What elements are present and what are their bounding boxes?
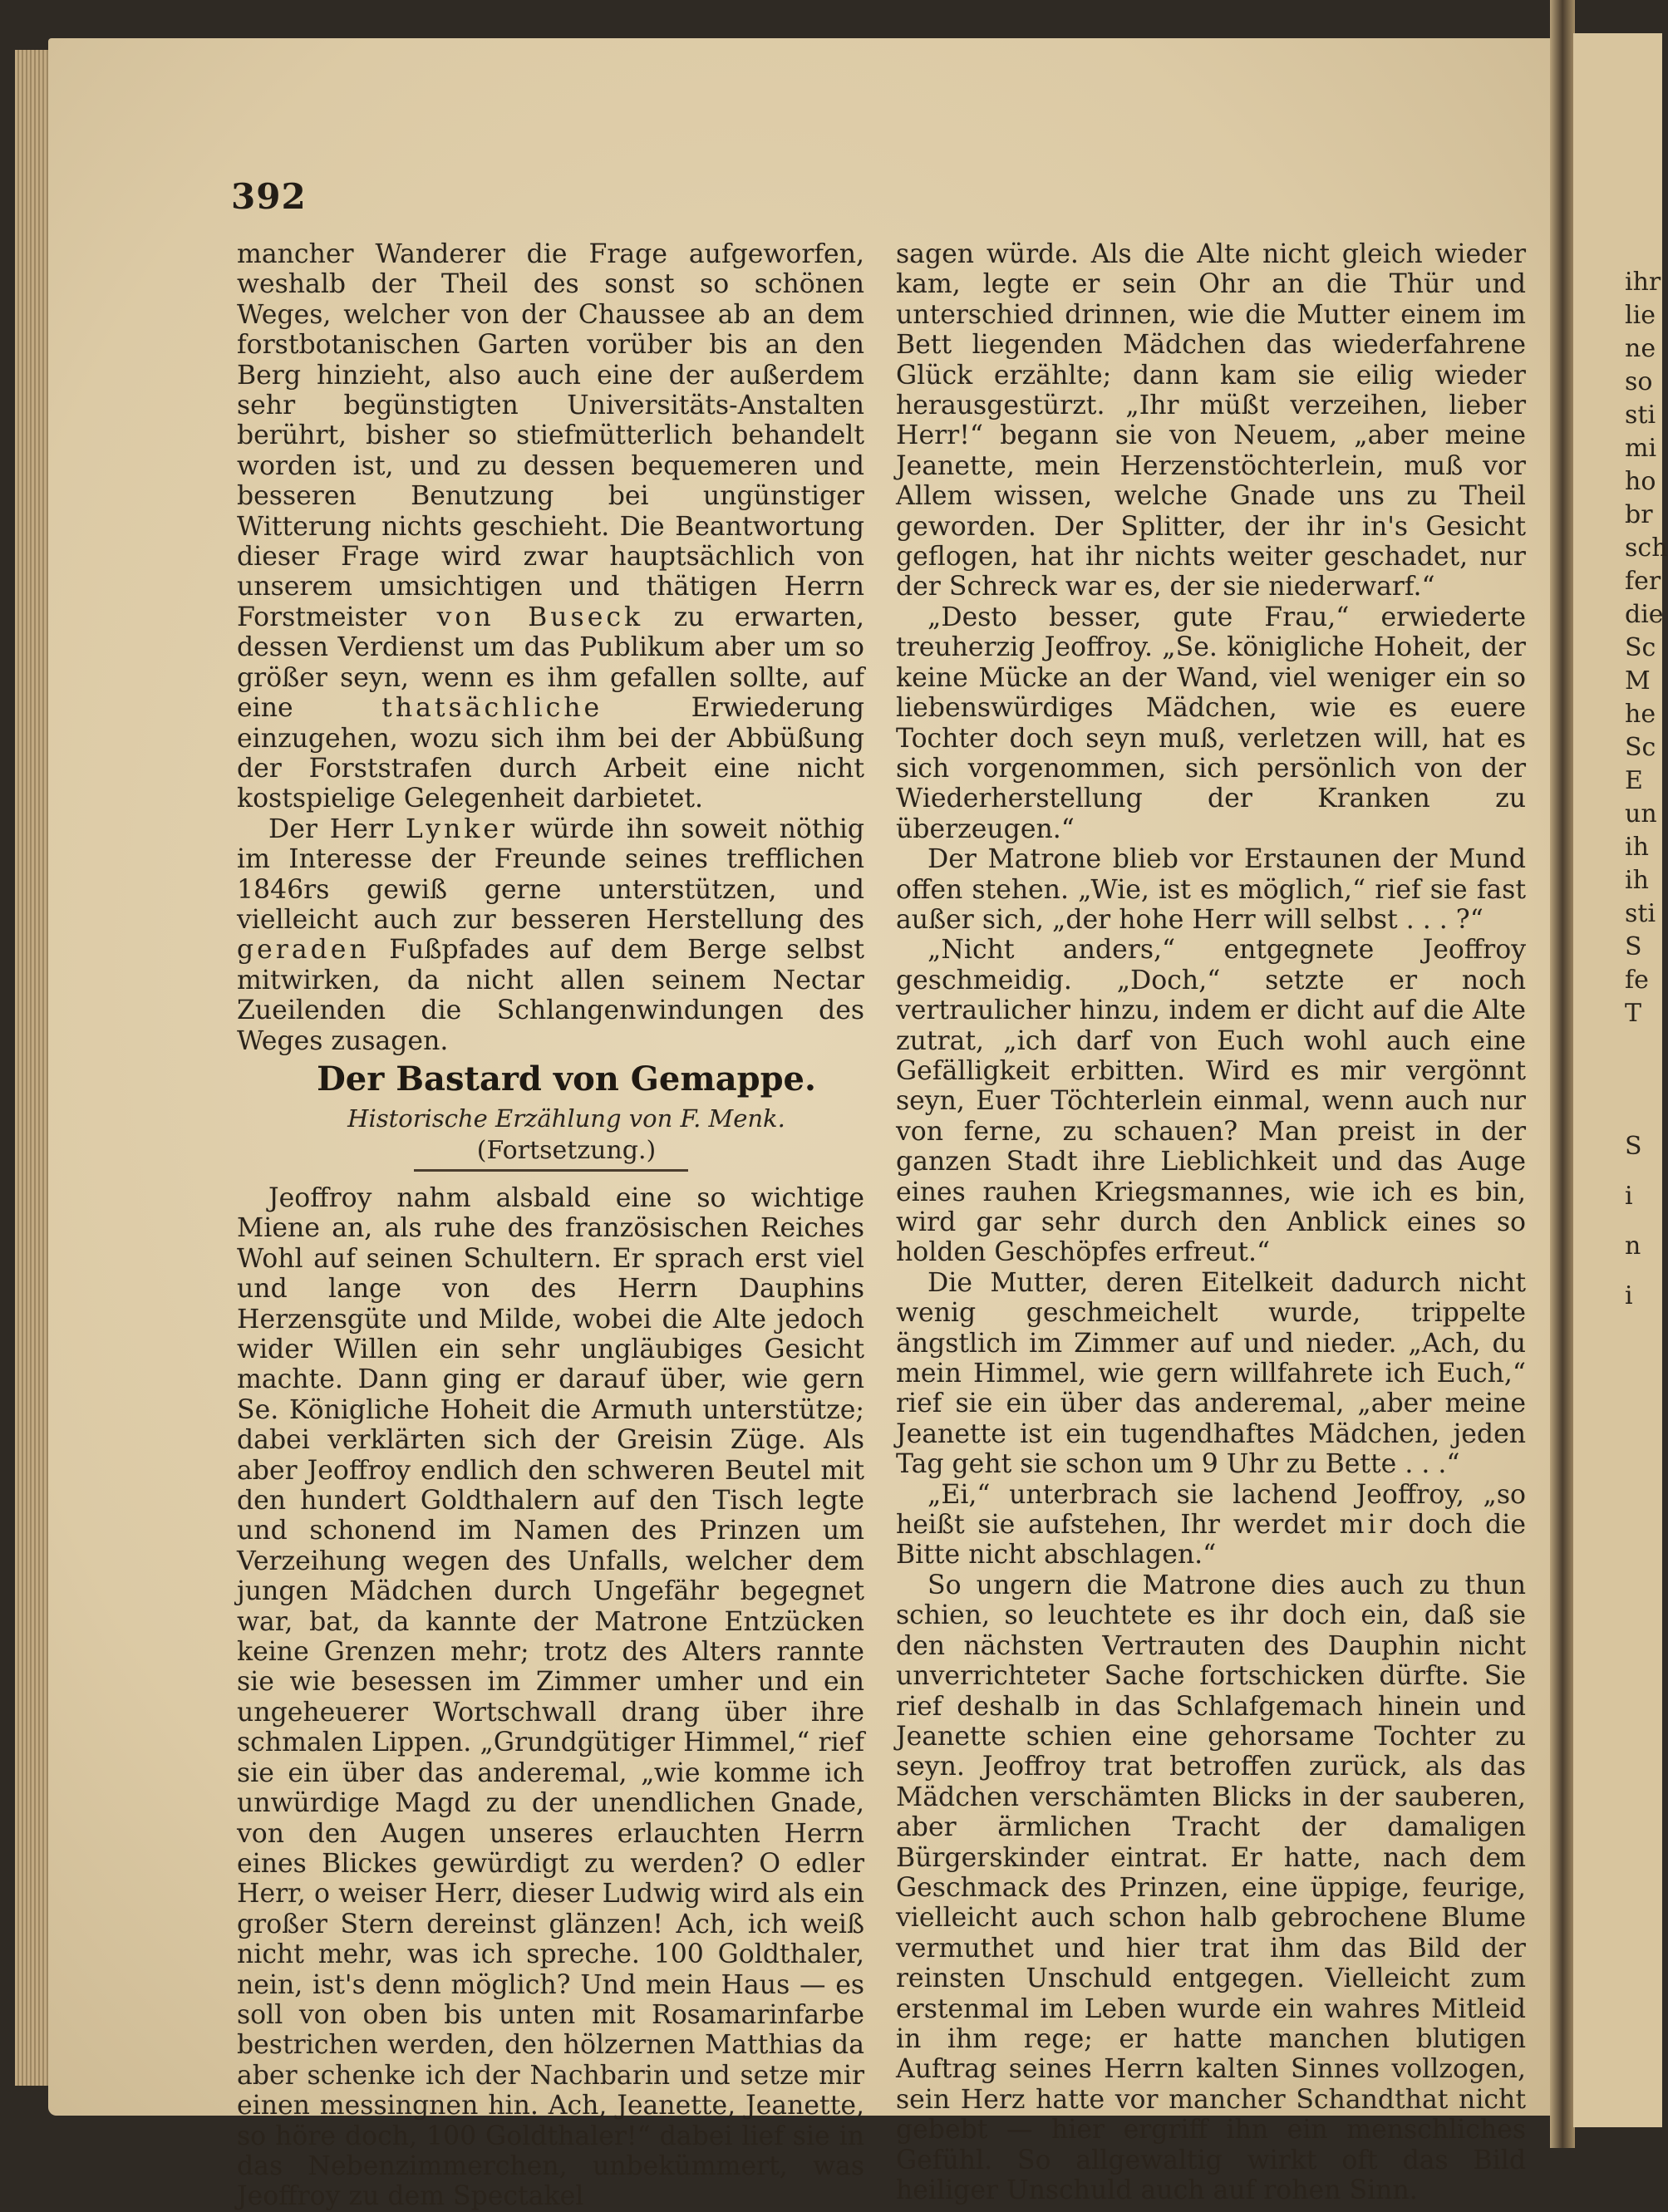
next-page-fragment: he <box>1625 700 1656 729</box>
paragraph: „Nicht anders,“ entgegnete Jeoffroy geschmeidig. „Doch,“ setzte er noch vertraulicher hinzu, indem er dicht auf die Alte zutrat, „ich darf von Euch wohl auch eine Gefälligkeit erbitten. Wird es mir vergönnt seyn, Euer Töchterlein einmal, wenn auch nur von ferne, zu schauen? Man preist in der ganzen Stadt ihre Lieblichkeit und das Auge eines rauhen Kriegsmannes, wie ich es bin, wird gar sehr durch den Anblick eines so holden Geschöpfes erfreut.“ <box>896 935 1526 1268</box>
paragraph: sagen würde. Als die Alte nicht gleich wieder kam, legte er sein Ohr an die Thür und unterschied drinnen, wie die Mutter einem im Bett liegenden Mädchen das wiederfahrene Glück erzählte; dann kam sie eilig wieder herausgestürzt. „Ihr müßt verzeihen, lieber Herr!“ begann sie von Neuem, „aber meine Jeanette, mein Herzenstöchterlein, muß vor Allem wissen, welche Gnade uns zu Theil geworden. Der Splitter, der ihr in's Gesicht geflogen, hat ihr nichts weiter geschadet, nur der Schreck war es, der sie niederwarf.“ <box>896 239 1526 602</box>
text-run: Fußpfades auf dem Berge selbst mitwirken, da nicht allen seinem Nectar Zueilenden die Schlangenwindungen des Weges zusagen. <box>237 935 864 1056</box>
next-page-fragment: M <box>1625 666 1651 696</box>
next-page-fragment: S <box>1625 932 1642 961</box>
emphasized-word: mir <box>1339 1510 1395 1541</box>
next-page-fragment: fe <box>1625 966 1649 995</box>
emphasized-name: Lynker <box>405 814 519 844</box>
next-page-fragment: un <box>1625 799 1657 828</box>
next-page-fragment: S <box>1625 1132 1642 1161</box>
next-page-fragment: sti <box>1625 401 1656 430</box>
next-page-fragment: ho <box>1625 467 1656 496</box>
next-page-fragment: ih <box>1625 866 1649 895</box>
next-page-edge <box>1573 33 1668 2127</box>
text-run: Erwiederung einzugehen, wozu sich ihm bei der Abbüßung der Forststrafen durch Arbeit eine nicht kostspielige Gelegenheit darbietet. <box>237 693 865 814</box>
next-page-fragment: n <box>1625 1231 1641 1261</box>
page-number: 392 <box>231 176 307 217</box>
next-page-fragment: die <box>1625 600 1664 629</box>
next-page-fragment: Sc <box>1625 633 1656 662</box>
article-title: Der Bastard von Gemappe. <box>317 1059 816 1099</box>
next-page-fragment: E <box>1625 766 1643 795</box>
paragraph: Jeoffroy nahm alsbald eine so wichtige Miene an, als ruhe des französischen Reiches Wohl auf seinen Schultern. Er sprach erst viel und lange von des Herrn Dauphins Herzensgüte und Milde, wobei die Alte jedoch wider Willen ein sehr ungläubiges Gesicht machte. Dann ging er darauf über, wie gern Se. Königliche Hoheit die Armuth unterstütze; dabei verklärten sich der Greisin Züge. Als aber Jeoffroy endlich den schweren Beutel mit den hundert Goldthalern auf den Tisch legte und schonend im Namen des Prinzen um Verzeihung wegen des Unfalls, welcher dem jungen Mädchen durch Ungefähr begegnet war, bat, da kannte der Matrone Entzücken keine Grenzen mehr; trotz des Alters rannte sie wie besessen im Zimmer umher und ein ungeheuerer Wortschwall drang über ihre schmalen Lippen. „Grundgütiger Himmel,“ rief sie ein über das anderemal, „wie komme ich unwürdige Magd zu der unendlichen Gnade, von den Augen unseres erlauchten Herrn eines Blickes gewürdigt zu werden? O edler Herr, o weiser Herr, dieser Ludwig wird als ein großer Stern dereinst glänzen! Ach, ich weiß nicht mehr, was ich spreche. 100 Goldthaler, nein, ist's denn möglich? Und mein Haus — es soll von oben bis unten mit Rosamarinfarbe bestrichen werden, den hölzernen Matthias da aber schenke ich der Nachbarin und setze mir einen messingnen hin. Ach, Jeanette, Jeanette, so höre doch, 100 Goldthaler!“ dabei lief sie in das Nebenzimmerchen, unbekümmert, was Jeoffroy zu dem Spectakel <box>237 1182 864 2212</box>
next-page-fragment: fer <box>1625 567 1661 596</box>
next-page-fragment: Sc <box>1625 733 1656 762</box>
paragraph: „Desto besser, gute Frau,“ erwiederte treuherzig Jeoffroy. „Se. königliche Hoheit, der keine Mücke an der Wand, viel weniger ein so liebenswürdiges Mädchen, wie es euere Tochter doch seyn muß, verletzen will, hat es sich vorgenommen, sich persönlich von der Wiederherstellung der Kranken zu überzeugen.“ <box>896 602 1526 844</box>
text-run: würde ihn soweit nöthig im Interesse der Freunde seines trefflichen 1846rs gewiß gerne unterstützen, und vielleicht auch zur besseren Herstellung des <box>237 814 865 935</box>
emphasized-word: geraden <box>237 935 370 966</box>
paragraph <box>237 814 864 1056</box>
book-gutter <box>1550 0 1575 2148</box>
next-page-fragment: sch <box>1625 533 1668 563</box>
next-page-fragment: lie <box>1625 301 1656 330</box>
next-page-fragment: i <box>1625 1281 1633 1310</box>
next-page-fragment: ih <box>1625 833 1649 862</box>
paragraph <box>896 1480 1526 1571</box>
paragraph: Die Mutter, deren Eitelkeit dadurch nicht wenig geschmeichelt wurde, trippelte ängstlich im Zimmer auf und nieder. „Ach, du mein Himmel, wie gern willfahrete ich Euch,“ rief sie ein über das anderemal, „aber meine Jeanette ist ein tugendhaftes Mädchen, jeden Tag geht sie schon um 9 Uhr zu Bette . . .“ <box>896 1267 1526 1480</box>
next-page-fragment: sti <box>1625 899 1656 928</box>
paragraph <box>237 239 864 814</box>
next-page-fragment: mi <box>1625 434 1657 463</box>
paragraph: So ungern die Matrone dies auch zu thun schien, so leuchtete es ihr doch ein, daß sie den nächsten Vertrauten des Dauphin nicht unverrichteter Sache fortschicken dürfte. Sie rief deshalb in das Schlafgemach hinein und Jeanette schien eine gehorsame Tochter zu seyn. Jeoffroy trat betroffen zurück, als das Mädchen verschämten Blicks in der sauberen, aber ärmlichen Tracht der damaligen Bürgerskinder eintrat. Er hatte, nach dem Geschmack des Prinzen, eine üppige, feurige, vielleicht auch schon halb gebrochene Blume vermuthet und hier trat ihm das Bild der reinsten Unschuld entgegen. Vielleicht zum erstenmal im Leben wurde ein wahres Mitleid in ihm rege; er hatte manchen blutigen Auftrag seines Herrn kalten Sinnes vollzogen, sein Herz hatte vor mancher Schandthat nicht gebebt — hier ergriff ihn ein menschliches Gefühl. So allgewaltig wirkt oft das Bild heiliger Unschuld auch auf rohen Sinn. <box>896 1570 1526 2205</box>
article-subtitle: Historische Erzählung von F. Menk. <box>347 1104 785 1133</box>
next-page-fragment: i <box>1625 1182 1633 1211</box>
right-column <box>896 239 1526 2205</box>
text-run: „Ei,“ unterbrach sie lachend Jeoffroy, „so heißt sie aufstehen, Ihr werdet <box>896 1479 1526 1541</box>
left-column <box>237 239 864 2212</box>
next-page-fragment: ihr <box>1625 268 1661 297</box>
emphasized-name: von Buseck <box>436 602 644 632</box>
text-run: doch die Bitte nicht abschlagen.“ <box>896 1510 1526 1571</box>
next-page-fragment: ne <box>1625 334 1656 363</box>
text-run: zu erwarten, dessen Verdienst um das Publikum aber um so größer seyn, wenn es ihm gefallen sollte, auf eine <box>237 602 865 724</box>
continuation-note: (Fortsetzung.) <box>476 1135 657 1165</box>
emphasized-word: thatsächliche <box>381 693 603 724</box>
text-run: Der Herr <box>268 814 393 844</box>
title-rule <box>414 1169 688 1172</box>
text-run: mancher Wanderer die Frage aufgeworfen, weshalb der Theil des sonst so schönen Weges, welcher von der Chaussee ab an dem forstbotanischen Garten vorüber bis an den Berg hinzieht, also auch eine der außerdem sehr begünstigten Universitäts-Anstalten berührt, bisher so stiefmütterlich behandelt worden ist, und zu dessen bequemeren und besseren Benutzung bei ungünstiger Witterung nichts geschieht. Die Beantwortung dieser Frage wird zwar hauptsächlich von unserem umsichtigen und thätigen Herrn Forstmeister <box>237 239 864 632</box>
next-page-fragment: br <box>1625 500 1653 529</box>
paragraph: Der Matrone blieb vor Erstaunen der Mund offen stehen. „Wie, ist es möglich,“ rief sie fast außer sich, „der hohe Herr will selbst . . . ?“ <box>896 844 1526 935</box>
next-page-fragment: so <box>1625 367 1653 396</box>
next-page-fragment: T <box>1625 999 1642 1028</box>
